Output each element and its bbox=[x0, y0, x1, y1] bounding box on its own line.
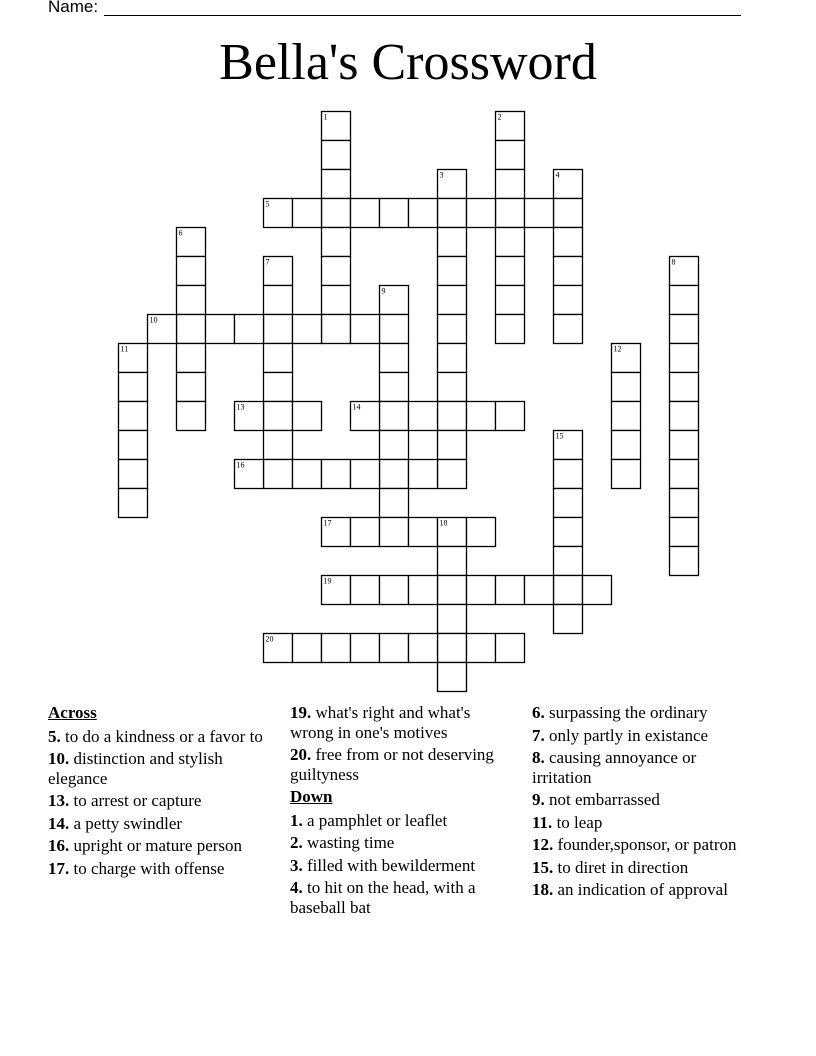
clue-number: 2. bbox=[290, 833, 303, 852]
clue-number: 14. bbox=[48, 813, 70, 833]
grid-cell[interactable] bbox=[177, 257, 206, 286]
grid-cell[interactable] bbox=[438, 547, 467, 576]
clue-across-17 bbox=[48, 859, 263, 879]
grid-cell[interactable] bbox=[438, 344, 467, 373]
grid-cell[interactable] bbox=[612, 431, 641, 460]
grid-number: 15 bbox=[555, 431, 564, 441]
grid-cell[interactable] bbox=[380, 344, 409, 373]
clue-number: 20. bbox=[290, 745, 312, 764]
clue-down-8 bbox=[532, 748, 747, 787]
clue-number: 13. bbox=[48, 791, 70, 810]
grid-cell[interactable] bbox=[322, 257, 351, 286]
grid-cell[interactable] bbox=[119, 373, 148, 402]
grid-number: 7 bbox=[265, 257, 270, 267]
clue-across-5 bbox=[48, 727, 263, 747]
clue-down-9 bbox=[532, 790, 747, 810]
grid-cell[interactable] bbox=[409, 634, 438, 663]
clue-number: 7. bbox=[532, 725, 545, 745]
grid-cell[interactable] bbox=[670, 489, 699, 518]
grid-cell[interactable] bbox=[409, 402, 438, 431]
grid-cell[interactable] bbox=[322, 286, 351, 315]
grid-cell[interactable] bbox=[583, 576, 612, 605]
clue-text: to charge with offense bbox=[73, 858, 225, 878]
clue-down-4 bbox=[290, 878, 512, 917]
grid-cell[interactable] bbox=[554, 460, 583, 489]
clue-number: 6. bbox=[532, 703, 545, 722]
grid-cell[interactable] bbox=[438, 257, 467, 286]
grid-cell[interactable] bbox=[206, 315, 235, 344]
clue-number: 17. bbox=[48, 858, 70, 878]
grid-cell[interactable] bbox=[554, 315, 583, 344]
grid-cell[interactable] bbox=[351, 199, 380, 228]
grid-number: 6 bbox=[178, 228, 183, 238]
down-heading: Down bbox=[290, 787, 333, 806]
clue-column-3 bbox=[532, 703, 747, 903]
grid-cell[interactable] bbox=[322, 170, 351, 199]
grid-cell[interactable] bbox=[554, 199, 583, 228]
grid-cell[interactable] bbox=[438, 228, 467, 257]
grid-cell[interactable] bbox=[322, 141, 351, 170]
clue-text: to hit on the head, with a baseball bat bbox=[290, 878, 476, 917]
grid-cell[interactable] bbox=[496, 228, 525, 257]
grid-cell[interactable] bbox=[438, 663, 467, 692]
clue-column-1 bbox=[48, 703, 263, 881]
grid-cell[interactable] bbox=[670, 547, 699, 576]
grid-number: 17 bbox=[323, 518, 332, 528]
grid-cell[interactable] bbox=[264, 373, 293, 402]
clue-down-12 bbox=[532, 835, 747, 855]
grid-cell[interactable] bbox=[380, 489, 409, 518]
grid-cell[interactable] bbox=[554, 257, 583, 286]
clue-down-3 bbox=[290, 856, 512, 876]
grid-cell[interactable] bbox=[467, 576, 496, 605]
grid-cell[interactable] bbox=[293, 315, 322, 344]
grid-number: 16 bbox=[236, 460, 245, 470]
clue-number: 18. bbox=[532, 880, 554, 899]
clue-number: 12. bbox=[532, 835, 554, 854]
clue-down-11 bbox=[532, 813, 747, 833]
grid-number: 5 bbox=[265, 199, 270, 209]
clue-text: a pamphlet or leaflet bbox=[307, 810, 448, 830]
grid-cell[interactable] bbox=[293, 402, 322, 431]
clue-text: not embarrassed bbox=[549, 790, 660, 809]
grid-cell[interactable] bbox=[496, 315, 525, 344]
grid-cell[interactable] bbox=[380, 576, 409, 605]
clue-number: 19. bbox=[290, 703, 312, 722]
grid-cell[interactable] bbox=[322, 315, 351, 344]
grid-cell[interactable] bbox=[496, 170, 525, 199]
clue-text: filled with bewilderment bbox=[307, 855, 476, 875]
grid-cell[interactable] bbox=[670, 315, 699, 344]
grid-cell[interactable] bbox=[554, 228, 583, 257]
clue-text: free from or not deserving guiltyness bbox=[290, 745, 494, 784]
grid-cell[interactable] bbox=[467, 518, 496, 547]
clue-number: 16. bbox=[48, 836, 70, 855]
clue-number: 9. bbox=[532, 790, 545, 809]
grid-cell[interactable] bbox=[496, 634, 525, 663]
clue-down-15 bbox=[532, 858, 747, 878]
clue-text: to do a kindness or a favor to bbox=[65, 726, 263, 746]
grid-cell[interactable] bbox=[177, 315, 206, 344]
grid-number: 1 bbox=[323, 112, 328, 122]
grid-cell[interactable] bbox=[496, 576, 525, 605]
grid-cell[interactable] bbox=[438, 634, 467, 663]
clue-text: surpassing the ordinary bbox=[549, 703, 708, 722]
grid-number: 18 bbox=[439, 518, 448, 528]
grid-number: 19 bbox=[323, 576, 332, 586]
grid-cell[interactable] bbox=[119, 431, 148, 460]
grid-cell[interactable] bbox=[554, 489, 583, 518]
clue-text: founder,sponsor, or patron bbox=[557, 835, 737, 854]
grid-cell[interactable] bbox=[612, 402, 641, 431]
clue-text: causing annoyance or irritation bbox=[532, 748, 697, 787]
grid-cell[interactable] bbox=[380, 431, 409, 460]
grid-cell[interactable] bbox=[322, 228, 351, 257]
grid-cell[interactable] bbox=[438, 286, 467, 315]
grid-cell[interactable] bbox=[177, 402, 206, 431]
grid-cell[interactable] bbox=[438, 605, 467, 634]
clue-text: upright or mature person bbox=[73, 836, 243, 855]
clue-text: to leap bbox=[556, 812, 603, 832]
clue-text: wasting time bbox=[307, 833, 395, 852]
clue-across-20 bbox=[290, 745, 512, 784]
grid-cell[interactable] bbox=[380, 373, 409, 402]
grid-cell[interactable] bbox=[177, 373, 206, 402]
grid-cell[interactable] bbox=[264, 315, 293, 344]
grid-cell[interactable] bbox=[496, 257, 525, 286]
grid-cell[interactable] bbox=[264, 460, 293, 489]
grid-cell[interactable] bbox=[293, 460, 322, 489]
clue-across-13 bbox=[48, 791, 263, 811]
grid-cell[interactable] bbox=[525, 199, 554, 228]
grid-cell[interactable] bbox=[496, 402, 525, 431]
clue-text: to diret in direction bbox=[557, 857, 689, 877]
grid-cell[interactable] bbox=[351, 460, 380, 489]
clue-down-6 bbox=[532, 703, 747, 723]
clue-text: only partly in existance bbox=[549, 725, 709, 745]
grid-cell[interactable] bbox=[409, 518, 438, 547]
grid-cell[interactable] bbox=[554, 518, 583, 547]
grid-cell[interactable] bbox=[119, 402, 148, 431]
grid-cell[interactable] bbox=[293, 199, 322, 228]
clue-text: a petty swindler bbox=[73, 813, 183, 833]
grid-cell[interactable] bbox=[496, 199, 525, 228]
grid-number: 2 bbox=[497, 112, 502, 122]
grid-cell[interactable] bbox=[119, 460, 148, 489]
grid-number: 10 bbox=[149, 315, 158, 325]
grid-cell[interactable] bbox=[264, 431, 293, 460]
grid-cell[interactable] bbox=[235, 315, 264, 344]
grid-cell[interactable] bbox=[554, 547, 583, 576]
grid-cell[interactable] bbox=[264, 344, 293, 373]
grid-cell[interactable] bbox=[554, 286, 583, 315]
grid-cell[interactable] bbox=[438, 199, 467, 228]
clue-column-2 bbox=[290, 703, 512, 920]
grid-cell[interactable] bbox=[496, 141, 525, 170]
grid-cell[interactable] bbox=[177, 286, 206, 315]
grid-cell[interactable] bbox=[409, 460, 438, 489]
grid-number: 3 bbox=[439, 170, 444, 180]
across-heading: Across bbox=[48, 703, 97, 722]
grid-cell[interactable] bbox=[380, 460, 409, 489]
name-label: Name: bbox=[48, 0, 99, 16]
grid-cell[interactable] bbox=[438, 373, 467, 402]
grid-cell[interactable] bbox=[525, 576, 554, 605]
grid-number: 14 bbox=[352, 402, 361, 412]
grid-cell[interactable] bbox=[351, 315, 380, 344]
clue-text: what's right and what's wrong in one's motives bbox=[290, 703, 471, 742]
clue-text: to arrest or capture bbox=[73, 791, 202, 810]
grid-cell[interactable] bbox=[380, 315, 409, 344]
clue-number: 5. bbox=[48, 726, 61, 746]
grid-cell[interactable] bbox=[438, 460, 467, 489]
grid-cell[interactable] bbox=[351, 634, 380, 663]
grid-cell[interactable] bbox=[670, 460, 699, 489]
grid-cell[interactable] bbox=[438, 576, 467, 605]
grid-number: 12 bbox=[613, 344, 622, 354]
clue-number: 4. bbox=[290, 878, 303, 897]
grid-cell[interactable] bbox=[554, 576, 583, 605]
grid-cell[interactable] bbox=[351, 576, 380, 605]
clue-down-2 bbox=[290, 833, 512, 853]
grid-cell[interactable] bbox=[670, 286, 699, 315]
grid-cell[interactable] bbox=[380, 518, 409, 547]
clue-number: 10. bbox=[48, 749, 70, 768]
grid-cell[interactable] bbox=[670, 518, 699, 547]
grid-cell[interactable] bbox=[322, 460, 351, 489]
grid-number: 9 bbox=[381, 286, 386, 296]
grid-number: 8 bbox=[671, 257, 676, 267]
grid-number: 20 bbox=[265, 634, 274, 644]
grid-cell[interactable] bbox=[438, 402, 467, 431]
grid-cell[interactable] bbox=[264, 402, 293, 431]
grid-number: 13 bbox=[236, 402, 245, 412]
grid-cell[interactable] bbox=[293, 634, 322, 663]
grid-cell[interactable] bbox=[438, 315, 467, 344]
grid-cell[interactable] bbox=[496, 286, 525, 315]
grid-cell[interactable] bbox=[322, 199, 351, 228]
clue-text: distinction and stylish elegance bbox=[48, 749, 223, 788]
grid-cell[interactable] bbox=[554, 605, 583, 634]
grid-cell[interactable] bbox=[467, 634, 496, 663]
clue-number: 15. bbox=[532, 857, 554, 877]
grid-cell[interactable] bbox=[670, 373, 699, 402]
grid-cell[interactable] bbox=[438, 431, 467, 460]
page-title: Bella's Crossword bbox=[219, 34, 597, 91]
clue-number: 3. bbox=[290, 855, 303, 875]
grid-cell[interactable] bbox=[409, 576, 438, 605]
grid-cell[interactable] bbox=[670, 344, 699, 373]
clue-number: 8. bbox=[532, 748, 545, 767]
grid-cell[interactable] bbox=[177, 344, 206, 373]
grid-cell[interactable] bbox=[467, 199, 496, 228]
grid-cell[interactable] bbox=[351, 518, 380, 547]
grid-cell[interactable] bbox=[380, 199, 409, 228]
clue-across-19 bbox=[290, 703, 512, 742]
clue-text: an indication of approval bbox=[557, 880, 728, 899]
grid-cell[interactable] bbox=[612, 373, 641, 402]
grid-cell[interactable] bbox=[380, 634, 409, 663]
grid-number: 11 bbox=[120, 344, 129, 354]
grid-number: 4 bbox=[555, 170, 560, 180]
grid-cell[interactable] bbox=[409, 199, 438, 228]
grid-cell[interactable] bbox=[467, 402, 496, 431]
clue-across-16 bbox=[48, 836, 263, 856]
clue-number: 11. bbox=[532, 812, 553, 832]
grid-cell[interactable] bbox=[264, 286, 293, 315]
clue-across-14 bbox=[48, 814, 263, 834]
clue-down-7 bbox=[532, 726, 747, 746]
clue-down-1 bbox=[290, 811, 512, 831]
grid-cell[interactable] bbox=[670, 402, 699, 431]
clue-across-10 bbox=[48, 749, 263, 788]
grid-cell[interactable] bbox=[380, 402, 409, 431]
grid-cell[interactable] bbox=[670, 431, 699, 460]
clue-number: 1. bbox=[290, 810, 303, 830]
grid-cell[interactable] bbox=[322, 634, 351, 663]
grid-cell[interactable] bbox=[612, 460, 641, 489]
grid-cell[interactable] bbox=[119, 489, 148, 518]
clue-down-18 bbox=[532, 880, 747, 900]
